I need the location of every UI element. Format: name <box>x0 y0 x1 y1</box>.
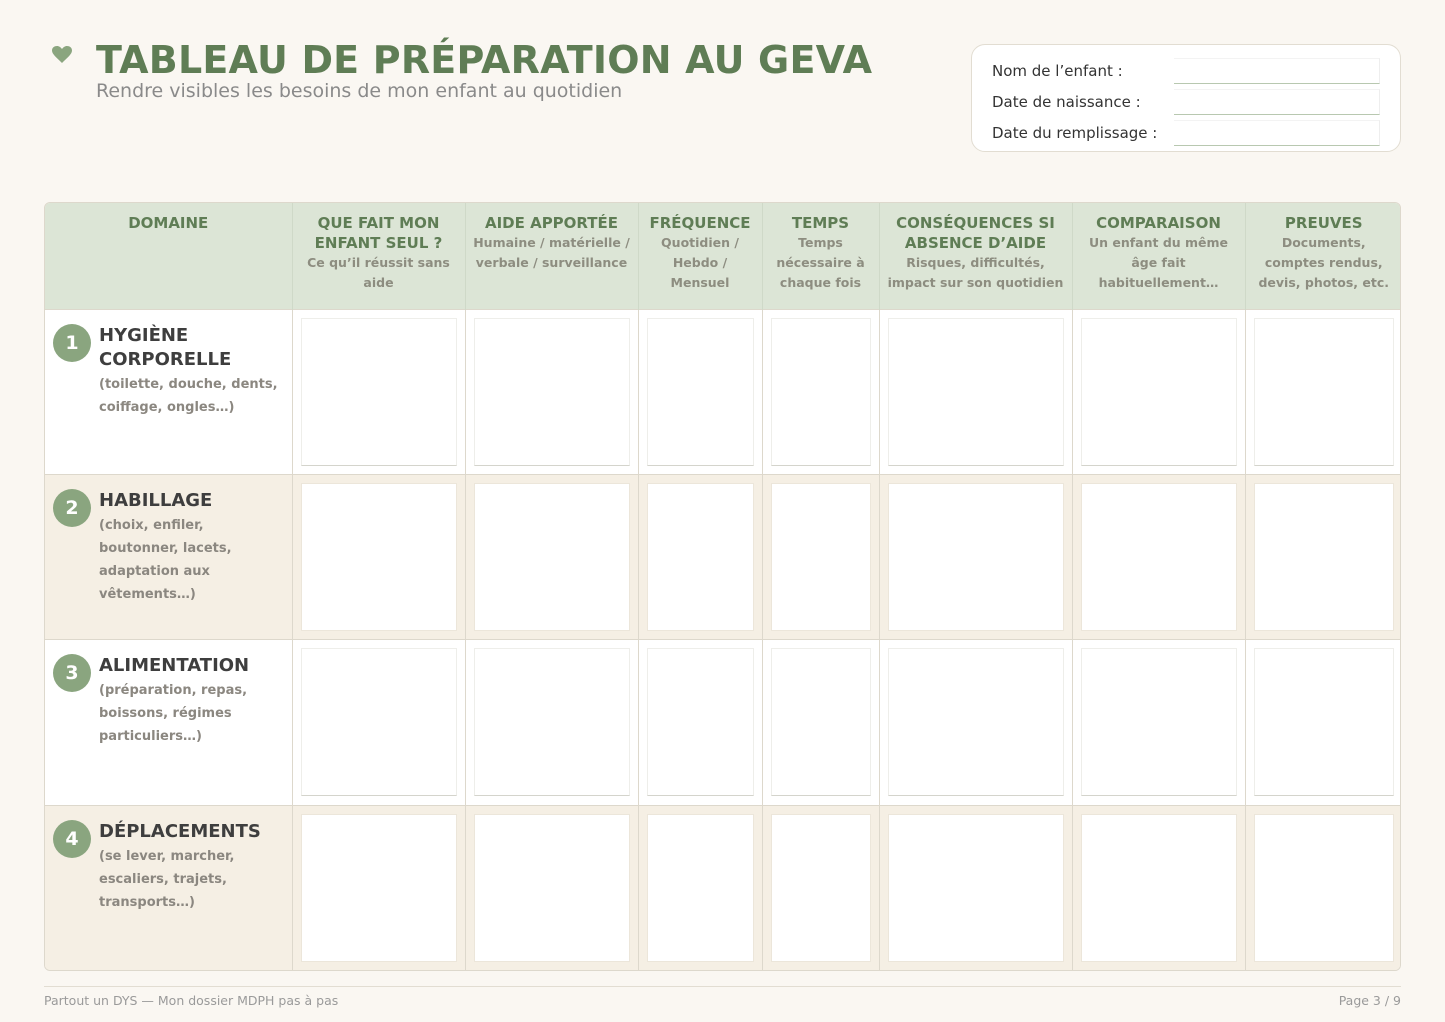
child-name-label: Nom de l’enfant : <box>992 62 1123 80</box>
fill-date-row <box>992 115 1380 146</box>
cell-alone <box>292 640 465 805</box>
row-number-badge: 2 <box>53 489 91 527</box>
footer-divider <box>44 986 1401 987</box>
input-time[interactable] <box>771 648 871 796</box>
birth-date-label: Date de naissance : <box>992 93 1141 111</box>
column-header-frequency: FRÉQUENCE Quotidien / Hebdo / Mensuel <box>638 203 762 309</box>
input-aid[interactable] <box>474 483 630 631</box>
cell-time <box>762 805 879 970</box>
input-proofs[interactable] <box>1254 648 1395 796</box>
cell-aid <box>465 309 638 474</box>
table-header-row <box>45 203 1401 309</box>
row-number-badge: 4 <box>53 820 91 858</box>
input-time[interactable] <box>771 318 871 466</box>
cell-time <box>762 640 879 805</box>
row-number-badge: 1 <box>53 324 91 362</box>
page-number: Page 3 / 9 <box>1338 993 1401 1008</box>
birth-date-field[interactable] <box>1174 89 1380 115</box>
cell-time <box>762 309 879 474</box>
cell-time <box>762 474 879 639</box>
fill-date-field[interactable] <box>1174 120 1380 146</box>
child-info-box <box>971 44 1401 152</box>
column-header-time: TEMPS Temps nécessaire à chaque fois <box>762 203 879 309</box>
page-subtitle: Rendre visibles les besoins de mon enfant au quotidien <box>96 80 623 102</box>
cell-proofs <box>1245 474 1401 639</box>
input-frequency[interactable] <box>647 814 754 962</box>
domain-name: HABILLAGE <box>99 489 213 511</box>
input-proofs[interactable] <box>1254 483 1395 631</box>
fill-date-label: Date du remplissage : <box>992 124 1158 142</box>
cell-proofs <box>1245 805 1401 970</box>
table-row <box>45 474 1401 639</box>
cell-frequency <box>638 640 762 805</box>
domain-text <box>99 324 284 419</box>
domain-description: (toilette, douche, dents, coiffage, ongles…) <box>99 376 278 415</box>
input-alone[interactable] <box>301 648 457 796</box>
input-time[interactable] <box>771 483 871 631</box>
input-time[interactable] <box>771 814 871 962</box>
input-proofs[interactable] <box>1254 814 1395 962</box>
input-consequences[interactable] <box>888 648 1064 796</box>
footer-source: Partout un DYS — Mon dossier MDPH pas à pas <box>44 993 339 1008</box>
input-aid[interactable] <box>474 318 630 466</box>
input-consequences[interactable] <box>888 814 1064 962</box>
domain-description: (choix, enfiler, boutonner, lacets, adaptation aux vêtements…) <box>99 517 232 602</box>
column-header-comparison: COMPARAISON Un enfant du même âge fait habituellement… <box>1072 203 1245 309</box>
geva-table <box>44 202 1401 971</box>
domain-description: (se lever, marcher, escaliers, trajets, transports…) <box>99 848 235 910</box>
cell-alone <box>292 309 465 474</box>
cell-comparison <box>1072 640 1245 805</box>
cell-consequences <box>879 474 1072 639</box>
input-frequency[interactable] <box>647 483 754 631</box>
domain-cell <box>45 474 292 639</box>
input-frequency[interactable] <box>647 648 754 796</box>
child-name-field[interactable] <box>1174 58 1380 84</box>
cell-frequency <box>638 474 762 639</box>
input-consequences[interactable] <box>888 318 1064 466</box>
input-proofs[interactable] <box>1254 318 1395 466</box>
cell-proofs <box>1245 309 1401 474</box>
birth-date-row <box>992 84 1380 115</box>
cell-aid <box>465 474 638 639</box>
cell-frequency <box>638 309 762 474</box>
input-comparison[interactable] <box>1081 318 1237 466</box>
cell-aid <box>465 640 638 805</box>
cell-proofs <box>1245 640 1401 805</box>
cell-consequences <box>879 640 1072 805</box>
column-header-proofs: PREUVES Documents, comptes rendus, devis, photos, etc. <box>1245 203 1401 309</box>
input-aid[interactable] <box>474 648 630 796</box>
row-number-badge: 3 <box>53 654 91 692</box>
domain-cell <box>45 640 292 805</box>
input-alone[interactable] <box>301 483 457 631</box>
cell-alone <box>292 474 465 639</box>
column-header-alone: QUE FAIT MON ENFANT SEUL ? Ce qu’il réussit sans aide <box>292 203 465 309</box>
cell-frequency <box>638 805 762 970</box>
cell-consequences <box>879 805 1072 970</box>
input-alone[interactable] <box>301 814 457 962</box>
domain-cell <box>45 805 292 970</box>
cell-consequences <box>879 309 1072 474</box>
domain-cell <box>45 309 292 474</box>
input-consequences[interactable] <box>888 483 1064 631</box>
column-header-aid: AIDE APPORTÉE Humaine / matérielle / verbale / surveillance <box>465 203 638 309</box>
cell-comparison <box>1072 474 1245 639</box>
input-comparison[interactable] <box>1081 648 1237 796</box>
domain-text <box>99 820 284 914</box>
input-frequency[interactable] <box>647 318 754 466</box>
domain-name: DÉPLACEMENTS <box>99 820 261 842</box>
domain-text <box>99 489 284 606</box>
domain-description: (préparation, repas, boissons, régimes particuliers…) <box>99 683 248 745</box>
page-title: TABLEAU DE PRÉPARATION AU GEVA <box>96 38 873 82</box>
table-row <box>45 805 1401 970</box>
cell-comparison <box>1072 309 1245 474</box>
input-comparison[interactable] <box>1081 814 1237 962</box>
input-alone[interactable] <box>301 318 457 466</box>
cell-alone <box>292 805 465 970</box>
cell-aid <box>465 805 638 970</box>
table-row <box>45 640 1401 805</box>
input-comparison[interactable] <box>1081 483 1237 631</box>
domain-name: ALIMENTATION <box>99 655 250 677</box>
domain-text <box>99 654 284 748</box>
column-header-consequences: CONSÉQUENCES SI ABSENCE D’AIDE Risques, difficultés, impact sur son quotidien <box>879 203 1072 309</box>
domain-name: HYGIÈNE CORPORELLE <box>99 324 232 370</box>
cell-comparison <box>1072 805 1245 970</box>
table-row <box>45 309 1401 474</box>
input-aid[interactable] <box>474 814 630 962</box>
heart-icon <box>52 46 72 64</box>
column-header-domain: DOMAINE <box>45 203 292 309</box>
child-name-row <box>992 53 1380 84</box>
